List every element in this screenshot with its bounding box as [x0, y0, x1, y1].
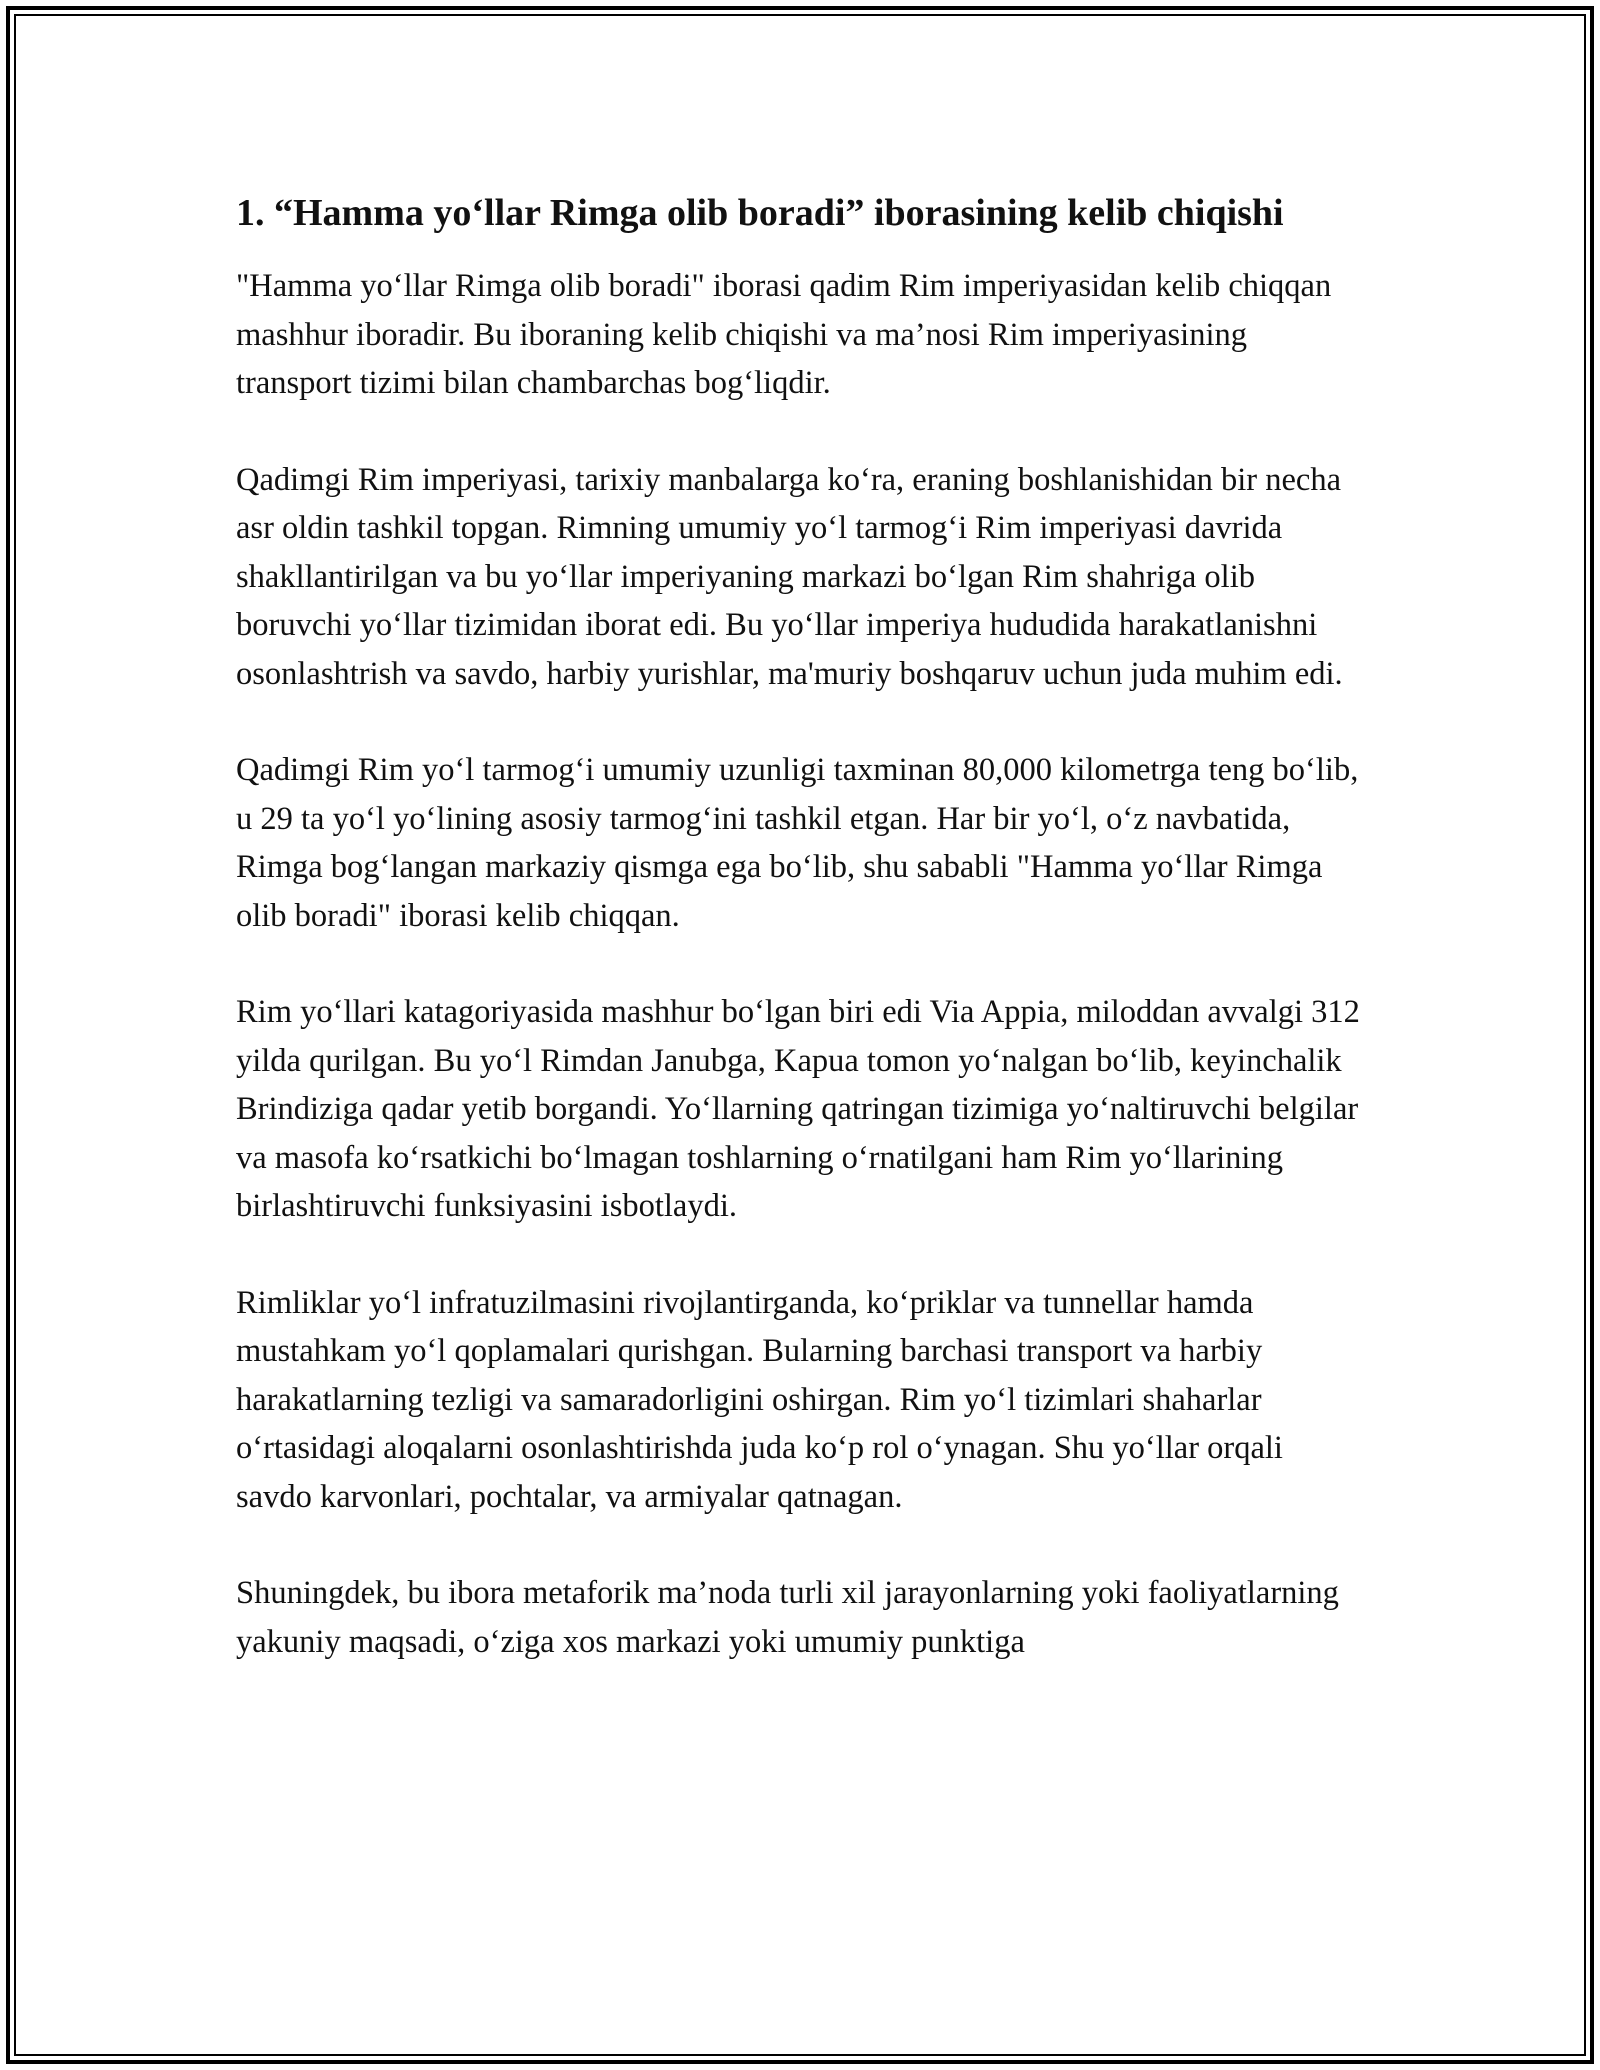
paragraph-infrastructure: Rimliklar yo‘l infratuzilmasini rivojlantirganda, ko‘priklar va tunnellar hamda mustahkam yo‘l qoplamalari qurishgan. Bularning barchasi transport va harbiy harakatlarning tezligi va samaradorligini oshirgan. Rim yo‘l tizimlari shaharlar o‘rtasidagi aloqalarni osonlashtirishda juda ko‘p rol o‘ynagan. Shu yo‘llar orqali savdo karvonlari, pochtalar, va armiyalar qatnagan. [236, 1284, 1283, 1515]
paragraph-history: Qadimgi Rim imperiyasi, tarixiy manbalarga ko‘ra, eraning boshlanishidan bir necha asr oldin tashkil topgan. Rimning umumiy yo‘l tarmog‘i Rim imperiyasi davrida shakllantirilgan va bu yo‘llar imperiyaning markazi bo‘lgan Rim shahriga olib boruvchi yo‘llar tizimidan iborat edi. Bu yo‘llar imperiya hududida harakatlanishni osonlashtrish va savdo, harbiy yurishlar, ma'muriy boshqaruv uchun juda muhim edi. [236, 461, 1343, 692]
section-heading: 1. “Hamma yo‘llar Rimga olib boradi” iborasining kelib chiqishi [236, 192, 1284, 234]
paragraph-via-appia: Rim yo‘llari katagoriyasida mashhur bo‘lgan biri edi Via Appia, miloddan avvalgi 312 yilda qurilgan. Bu yo‘l Rimdan Janubga, Kapua tomon yo‘nalgan bo‘lib, keyinchalik Brindiziga qadar yetib borgandi. Yo‘llarning qatringan tizimiga yo‘naltiruvchi belgilar va masofa ko‘rsatkichi bo‘lmagan toshlarning o‘rnatilgani ham Rim yo‘llarining birlashtiruvchi funksiyasini isbotlaydi. [236, 994, 1360, 1224]
paragraph-network: Qadimgi Rim yo‘l tarmog‘i umumiy uzunligi taxminan 80,000 kilometrga teng bo‘lib, u 29 ta yo‘l yo‘lining asosiy tarmog‘ini tashkil etgan. Har bir yo‘l, o‘z navbatida, Rimga bog‘langan markaziy qismga ega bo‘lib, shu sababli "Hamma yo‘llar Rimga olib boradi" iborasi kelib chiqqan. [236, 752, 1359, 934]
paragraph-intro: "Hamma yo‘llar Rimga olib boradi" iborasi qadim Rim imperiyasidan kelib chiqqan mashhur iboradir. Bu iboraning kelib chiqishi va ma’nosi Rim imperiyasining transport tizimi bilan chambarchas bog‘liqdir. [236, 268, 1332, 401]
paragraph-metaphor: Shuningdek, bu ibora metaforik ma’noda turli xil jarayonlarning yoki faoliyatlarning yakuniy maqsadi, o‘ziga xos markazi yoki umumiy punktiga [236, 1575, 1339, 1660]
document-body [236, 186, 1366, 1714]
